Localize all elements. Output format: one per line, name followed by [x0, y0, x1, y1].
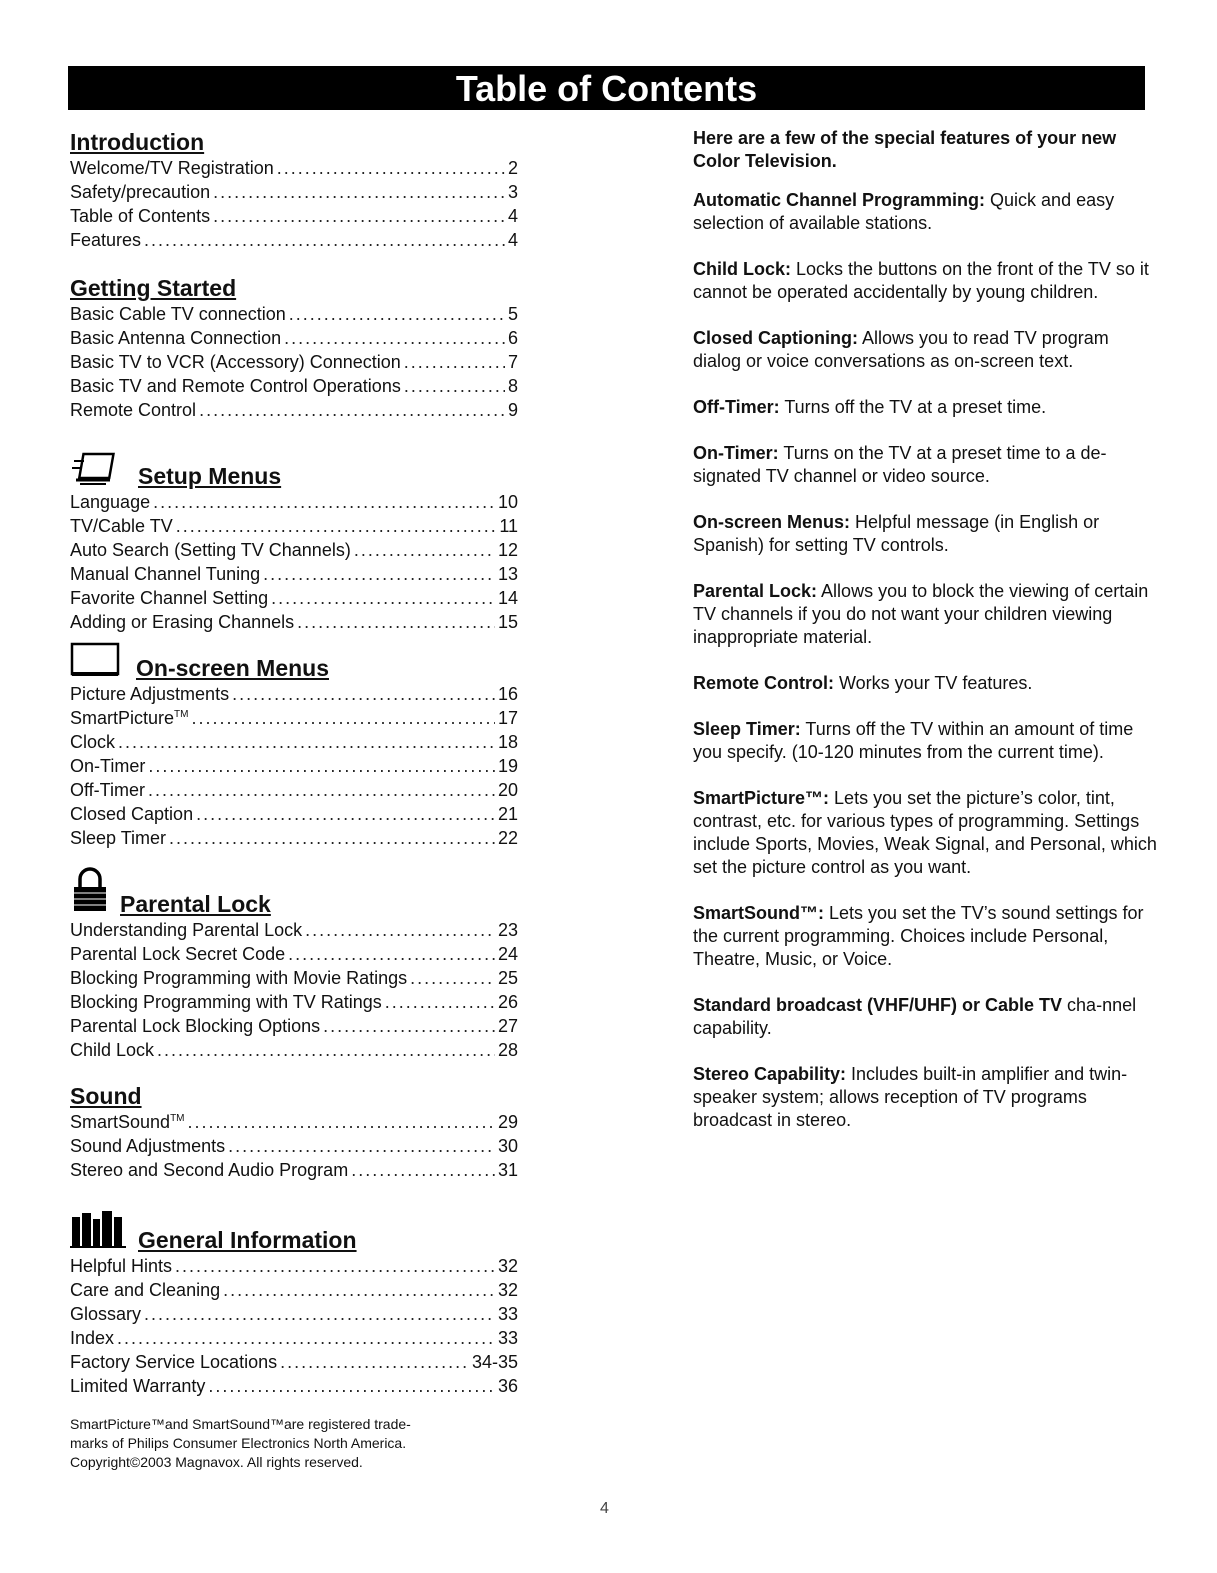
books-icon — [70, 1209, 128, 1254]
tv-setup-icon — [70, 451, 128, 490]
feature-item: Off-Timer: Turns off the TV at a preset time. — [693, 397, 1047, 417]
feature-item: Remote Control: Works your TV features. — [693, 673, 1033, 693]
section-general-information — [70, 1212, 518, 1398]
section-title[interactable]: General Information — [138, 1227, 357, 1253]
feature-item: On-Timer: Turns on the TV at a preset time to a de-signated TV channel or video source. — [693, 443, 1107, 486]
section-onscreen-menus — [70, 642, 518, 850]
feature-item: Sleep Timer: Turns off the TV within an amount of time you specify. (10-120 minutes from the current time). — [693, 719, 1134, 762]
feature-item: On-screen Menus: Helpful message (in English or Spanish) for setting TV controls. — [693, 512, 1100, 555]
toc-entry[interactable]: Remote Control ..... 9 — [70, 398, 518, 422]
toc-entry[interactable]: Closed Caption ..... 21 — [70, 802, 518, 826]
section-title[interactable]: Getting Started — [70, 275, 237, 301]
tv-screen-icon — [70, 641, 126, 682]
feature-item: Automatic Channel Programming: Quick and easy selection of available stations. — [693, 190, 1115, 233]
toc-entry[interactable]: Sound Adjustments ..... 30 — [70, 1134, 518, 1158]
feature-item: Child Lock: Locks the buttons on the front of the TV so it cannot be operated accidentally by young children. — [693, 259, 1149, 302]
padlock-icon — [70, 865, 110, 918]
feature-item: SmartSound™: Lets you set the TV’s sound settings for the current programming. Choices include Personal, Theatre, Music, or Voice. — [693, 903, 1144, 969]
toc-entry[interactable]: Factory Service Locations ..... 34-35 — [70, 1350, 518, 1374]
toc-entry[interactable]: Blocking Programming with Movie Ratings ..... 25 — [70, 966, 518, 990]
section-title[interactable]: Introduction — [70, 129, 205, 155]
page-number: 4 — [600, 1500, 609, 1517]
toc-entry[interactable]: Basic TV to VCR (Accessory) Connection ..... 7 — [70, 350, 518, 374]
toc-entry[interactable]: Index ..... 33 — [70, 1326, 518, 1350]
toc-entry[interactable]: Care and Cleaning ..... 32 — [70, 1278, 518, 1302]
feature-item: Stereo Capability: Includes built-in amplifier and twin-speaker system; allows reception of TV programs broadcast in stereo. — [693, 1064, 1128, 1130]
toc-entry[interactable]: Understanding Parental Lock ..... 23 — [70, 918, 518, 942]
toc-entry[interactable]: Clock ..... 18 — [70, 730, 518, 754]
feature-item: Parental Lock: Allows you to block the viewing of certain TV channels if you do not want your children viewing inappropriate material. — [693, 581, 1149, 647]
toc-entry[interactable]: TV/Cable TV ..... 11 — [70, 514, 518, 538]
section-title[interactable]: On-screen Menus — [136, 655, 329, 681]
section-setup-menus — [70, 450, 518, 634]
toc-entry[interactable]: Basic Cable TV connection ..... 5 — [70, 302, 518, 326]
section-title[interactable]: Setup Menus — [138, 463, 282, 489]
toc-entry[interactable]: Blocking Programming with TV Ratings ..... 26 — [70, 990, 518, 1014]
toc-entry[interactable]: Off-Timer ..... 20 — [70, 778, 518, 802]
toc-entry[interactable]: Favorite Channel Setting ..... 14 — [70, 586, 518, 610]
toc-entry[interactable]: Sleep Timer ..... 22 — [70, 826, 518, 850]
toc-entry[interactable]: Basic TV and Remote Control Operations ..... 8 — [70, 374, 518, 398]
toc-entry[interactable]: Stereo and Second Audio Program ..... 31 — [70, 1158, 518, 1182]
trademark-footnote: SmartPicture™and SmartSound™are registered trade- marks of Philips Consumer Electronics North America. Copyright©2003 Magnavox. All rights reserved. — [70, 1416, 411, 1470]
features-column — [693, 127, 1158, 1155]
toc-entry[interactable]: SmartSound™ ..... 29 — [70, 1110, 518, 1134]
toc-entry[interactable]: Picture Adjustments ..... 16 — [70, 682, 518, 706]
page-title-banner: Table of Contents — [68, 66, 1145, 110]
toc-entry[interactable]: Helpful Hints ..... 32 — [70, 1254, 518, 1278]
toc-entry[interactable]: Features ..... 4 — [70, 228, 518, 252]
toc-entry[interactable]: Basic Antenna Connection ..... 6 — [70, 326, 518, 350]
toc-entry[interactable]: Parental Lock Secret Code ..... 24 — [70, 942, 518, 966]
toc-column — [70, 126, 518, 1398]
section-sound — [70, 1080, 518, 1182]
toc-entry[interactable]: Child Lock ..... 28 — [70, 1038, 518, 1062]
toc-entry[interactable]: Adding or Erasing Channels ..... 15 — [70, 610, 518, 634]
toc-entry[interactable]: Table of Contents ..... 4 — [70, 204, 518, 228]
toc-entry[interactable]: Limited Warranty ..... 36 — [70, 1374, 518, 1398]
toc-entry[interactable]: Glossary ..... 33 — [70, 1302, 518, 1326]
section-title[interactable]: Sound — [70, 1083, 142, 1109]
toc-entry[interactable]: Parental Lock Blocking Options ..... 27 — [70, 1014, 518, 1038]
toc-entry[interactable]: SmartPicture™ ..... 17 — [70, 706, 518, 730]
section-parental-lock — [70, 868, 518, 1062]
feature-item: Closed Captioning: Allows you to read TV program dialog or voice conversations as on-screen text. — [693, 328, 1109, 371]
toc-entry[interactable]: Manual Channel Tuning ..... 13 — [70, 562, 518, 586]
toc-entry[interactable]: Language ..... 10 — [70, 490, 518, 514]
section-getting-started — [70, 272, 518, 422]
toc-entry[interactable]: Auto Search (Setting TV Channels) ..... 12 — [70, 538, 518, 562]
section-introduction — [70, 126, 518, 252]
feature-item: Standard broadcast (VHF/UHF) or Cable TV cha-nnel capability. — [693, 995, 1137, 1038]
features-intro: Here are a few of the special features of your new Color Television. — [693, 128, 1117, 171]
toc-entry[interactable]: Welcome/TV Registration ..... 2 — [70, 156, 518, 180]
feature-item: SmartPicture™: Lets you set the picture’s color, tint, contrast, etc. for various types of programming. Settings include Sports, Movies, Weak Signal, and Personal, which set the picture control as you want. — [693, 788, 1157, 877]
toc-entry[interactable]: Safety/precaution ..... 3 — [70, 180, 518, 204]
section-title[interactable]: Parental Lock — [120, 891, 271, 917]
toc-entry[interactable]: On-Timer ..... 19 — [70, 754, 518, 778]
